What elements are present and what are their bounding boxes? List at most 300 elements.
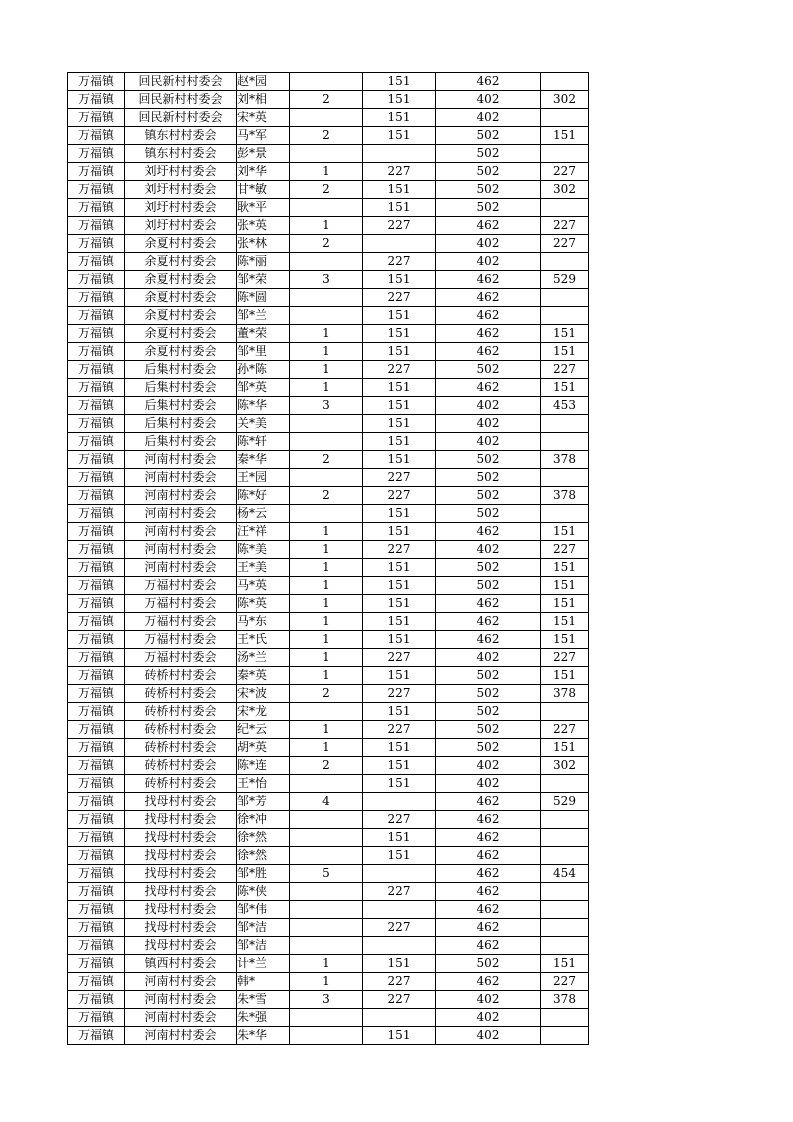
amount-b-cell: 462 [436, 901, 541, 919]
amount-a-cell: 151 [363, 271, 436, 289]
total-cell: 151 [541, 955, 589, 973]
town-cell: 万福镇 [68, 739, 125, 757]
village-cell: 万福村村委会 [125, 631, 237, 649]
table-row [68, 973, 589, 991]
total-cell: 151 [541, 739, 589, 757]
count-cell: 1 [290, 361, 363, 379]
amount-a-cell: 227 [363, 541, 436, 559]
table-row [68, 667, 589, 685]
total-cell [541, 919, 589, 937]
amount-b-cell: 462 [436, 631, 541, 649]
village-cell: 砖桥村村委会 [125, 721, 237, 739]
amount-a-cell: 151 [363, 379, 436, 397]
amount-b-cell: 502 [436, 127, 541, 145]
table-row [68, 415, 589, 433]
name-cell: 纪*云 [237, 721, 290, 739]
amount-a-cell: 227 [363, 883, 436, 901]
table-row [68, 289, 589, 307]
amount-a-cell [363, 145, 436, 163]
total-cell [541, 433, 589, 451]
amount-b-cell: 402 [436, 775, 541, 793]
table-row [68, 721, 589, 739]
village-cell: 余夏村村委会 [125, 235, 237, 253]
count-cell: 2 [290, 235, 363, 253]
table-row [68, 775, 589, 793]
town-cell: 万福镇 [68, 703, 125, 721]
count-cell: 2 [290, 487, 363, 505]
total-cell [541, 1027, 589, 1045]
town-cell: 万福镇 [68, 307, 125, 325]
total-cell: 302 [541, 757, 589, 775]
amount-a-cell: 151 [363, 613, 436, 631]
amount-a-cell: 227 [363, 217, 436, 235]
table-row [68, 595, 589, 613]
village-cell: 刘圩村村委会 [125, 181, 237, 199]
count-cell [290, 847, 363, 865]
total-cell [541, 847, 589, 865]
amount-a-cell: 151 [363, 847, 436, 865]
total-cell [541, 937, 589, 955]
total-cell [541, 199, 589, 217]
table-row [68, 253, 589, 271]
total-cell: 378 [541, 487, 589, 505]
village-cell: 河南村村委会 [125, 469, 237, 487]
amount-a-cell: 151 [363, 343, 436, 361]
name-cell: 马*军 [237, 127, 290, 145]
amount-b-cell: 402 [436, 235, 541, 253]
total-cell [541, 829, 589, 847]
amount-b-cell: 402 [436, 1009, 541, 1027]
amount-b-cell: 402 [436, 109, 541, 127]
town-cell: 万福镇 [68, 595, 125, 613]
village-cell: 余夏村村委会 [125, 325, 237, 343]
table-row [68, 685, 589, 703]
amount-a-cell: 151 [363, 433, 436, 451]
total-cell [541, 469, 589, 487]
name-cell: 徐*冲 [237, 811, 290, 829]
count-cell [290, 829, 363, 847]
town-cell: 万福镇 [68, 235, 125, 253]
village-cell: 后集村村委会 [125, 433, 237, 451]
total-cell: 151 [541, 523, 589, 541]
table-row [68, 469, 589, 487]
amount-b-cell: 402 [436, 397, 541, 415]
amount-b-cell: 462 [436, 613, 541, 631]
name-cell: 刘*相 [237, 91, 290, 109]
table-row [68, 307, 589, 325]
data-table [67, 72, 589, 1045]
village-cell: 砖桥村村委会 [125, 757, 237, 775]
table-row [68, 217, 589, 235]
table-row [68, 505, 589, 523]
village-cell: 镇西村村委会 [125, 955, 237, 973]
count-cell: 1 [290, 523, 363, 541]
table-row [68, 127, 589, 145]
village-cell: 后集村村委会 [125, 397, 237, 415]
total-cell [541, 307, 589, 325]
count-cell: 1 [290, 955, 363, 973]
total-cell: 378 [541, 991, 589, 1009]
town-cell: 万福镇 [68, 127, 125, 145]
table-body [68, 73, 589, 1045]
amount-b-cell: 462 [436, 829, 541, 847]
total-cell [541, 775, 589, 793]
amount-b-cell: 502 [436, 163, 541, 181]
amount-b-cell: 502 [436, 181, 541, 199]
name-cell: 邹*芳 [237, 793, 290, 811]
total-cell: 227 [541, 973, 589, 991]
town-cell: 万福镇 [68, 973, 125, 991]
village-cell: 找母村村委会 [125, 901, 237, 919]
town-cell: 万福镇 [68, 757, 125, 775]
table-row [68, 829, 589, 847]
name-cell: 宋*龙 [237, 703, 290, 721]
count-cell: 1 [290, 325, 363, 343]
town-cell: 万福镇 [68, 415, 125, 433]
amount-b-cell: 462 [436, 379, 541, 397]
amount-b-cell: 502 [436, 469, 541, 487]
amount-b-cell: 462 [436, 865, 541, 883]
count-cell [290, 415, 363, 433]
village-cell: 砖桥村村委会 [125, 739, 237, 757]
total-cell: 378 [541, 685, 589, 703]
town-cell: 万福镇 [68, 559, 125, 577]
name-cell: 邹*英 [237, 379, 290, 397]
amount-b-cell: 502 [436, 685, 541, 703]
count-cell: 5 [290, 865, 363, 883]
table-row [68, 901, 589, 919]
village-cell: 刘圩村村委会 [125, 163, 237, 181]
total-cell: 151 [541, 559, 589, 577]
village-cell: 河南村村委会 [125, 973, 237, 991]
village-cell: 河南村村委会 [125, 541, 237, 559]
amount-b-cell: 502 [436, 559, 541, 577]
table-row [68, 577, 589, 595]
name-cell: 甘*敏 [237, 181, 290, 199]
town-cell: 万福镇 [68, 433, 125, 451]
amount-a-cell: 151 [363, 775, 436, 793]
village-cell: 万福村村委会 [125, 613, 237, 631]
table-row [68, 451, 589, 469]
town-cell: 万福镇 [68, 775, 125, 793]
table-row [68, 991, 589, 1009]
table-row [68, 397, 589, 415]
town-cell: 万福镇 [68, 379, 125, 397]
table-row [68, 649, 589, 667]
total-cell: 151 [541, 325, 589, 343]
amount-b-cell: 462 [436, 217, 541, 235]
name-cell: 彭*景 [237, 145, 290, 163]
table-row [68, 559, 589, 577]
total-cell: 302 [541, 91, 589, 109]
name-cell: 宋*波 [237, 685, 290, 703]
count-cell: 2 [290, 91, 363, 109]
village-cell: 找母村村委会 [125, 793, 237, 811]
amount-b-cell: 462 [436, 793, 541, 811]
name-cell: 朱*强 [237, 1009, 290, 1027]
town-cell: 万福镇 [68, 91, 125, 109]
town-cell: 万福镇 [68, 883, 125, 901]
name-cell: 朱*华 [237, 1027, 290, 1045]
name-cell: 关*美 [237, 415, 290, 433]
total-cell [541, 73, 589, 91]
village-cell: 砖桥村村委会 [125, 775, 237, 793]
name-cell: 计*兰 [237, 955, 290, 973]
total-cell: 302 [541, 181, 589, 199]
total-cell: 227 [541, 361, 589, 379]
village-cell: 刘圩村村委会 [125, 217, 237, 235]
count-cell: 1 [290, 721, 363, 739]
amount-a-cell: 151 [363, 505, 436, 523]
village-cell: 找母村村委会 [125, 847, 237, 865]
town-cell: 万福镇 [68, 343, 125, 361]
amount-b-cell: 462 [436, 307, 541, 325]
name-cell: 耿*平 [237, 199, 290, 217]
count-cell [290, 811, 363, 829]
total-cell: 529 [541, 271, 589, 289]
count-cell [290, 253, 363, 271]
amount-a-cell: 151 [363, 955, 436, 973]
name-cell: 杨*云 [237, 505, 290, 523]
total-cell [541, 505, 589, 523]
village-cell: 砖桥村村委会 [125, 667, 237, 685]
total-cell [541, 1009, 589, 1027]
amount-b-cell: 402 [436, 253, 541, 271]
table-row [68, 631, 589, 649]
village-cell: 砖桥村村委会 [125, 703, 237, 721]
name-cell: 陈*丽 [237, 253, 290, 271]
town-cell: 万福镇 [68, 631, 125, 649]
count-cell: 1 [290, 631, 363, 649]
table-row [68, 1009, 589, 1027]
table-row [68, 793, 589, 811]
amount-a-cell: 227 [363, 361, 436, 379]
amount-a-cell [363, 901, 436, 919]
town-cell: 万福镇 [68, 577, 125, 595]
amount-b-cell: 502 [436, 721, 541, 739]
name-cell: 陈*圆 [237, 289, 290, 307]
table-row [68, 181, 589, 199]
total-cell: 227 [541, 721, 589, 739]
name-cell: 王*美 [237, 559, 290, 577]
table-row [68, 955, 589, 973]
total-cell [541, 811, 589, 829]
town-cell: 万福镇 [68, 919, 125, 937]
total-cell: 227 [541, 541, 589, 559]
amount-a-cell [363, 235, 436, 253]
town-cell: 万福镇 [68, 1009, 125, 1027]
total-cell [541, 253, 589, 271]
amount-b-cell: 462 [436, 289, 541, 307]
total-cell [541, 145, 589, 163]
village-cell: 余夏村村委会 [125, 307, 237, 325]
village-cell: 万福村村委会 [125, 595, 237, 613]
name-cell: 陈*美 [237, 541, 290, 559]
count-cell: 4 [290, 793, 363, 811]
name-cell: 赵*园 [237, 73, 290, 91]
total-cell [541, 109, 589, 127]
count-cell: 1 [290, 973, 363, 991]
name-cell: 张*英 [237, 217, 290, 235]
town-cell: 万福镇 [68, 145, 125, 163]
village-cell: 回民新村村委会 [125, 73, 237, 91]
amount-a-cell: 227 [363, 991, 436, 1009]
amount-a-cell: 151 [363, 523, 436, 541]
total-cell: 151 [541, 379, 589, 397]
town-cell: 万福镇 [68, 613, 125, 631]
table-row [68, 811, 589, 829]
total-cell [541, 883, 589, 901]
amount-a-cell [363, 793, 436, 811]
count-cell: 1 [290, 613, 363, 631]
name-cell: 张*林 [237, 235, 290, 253]
table-row [68, 487, 589, 505]
table-row [68, 235, 589, 253]
village-cell: 余夏村村委会 [125, 253, 237, 271]
name-cell: 朱*雪 [237, 991, 290, 1009]
amount-b-cell: 402 [436, 757, 541, 775]
name-cell: 汪*祥 [237, 523, 290, 541]
count-cell: 3 [290, 991, 363, 1009]
town-cell: 万福镇 [68, 397, 125, 415]
table-row [68, 523, 589, 541]
amount-b-cell: 402 [436, 1027, 541, 1045]
count-cell [290, 109, 363, 127]
count-cell [290, 775, 363, 793]
table-row [68, 739, 589, 757]
town-cell: 万福镇 [68, 271, 125, 289]
count-cell: 1 [290, 667, 363, 685]
town-cell: 万福镇 [68, 667, 125, 685]
town-cell: 万福镇 [68, 793, 125, 811]
count-cell: 3 [290, 271, 363, 289]
village-cell: 余夏村村委会 [125, 343, 237, 361]
village-cell: 后集村村委会 [125, 415, 237, 433]
table-row [68, 883, 589, 901]
amount-a-cell: 151 [363, 451, 436, 469]
total-cell: 151 [541, 343, 589, 361]
name-cell: 孙*陈 [237, 361, 290, 379]
amount-a-cell: 151 [363, 307, 436, 325]
table-row [68, 271, 589, 289]
town-cell: 万福镇 [68, 523, 125, 541]
amount-a-cell: 151 [363, 667, 436, 685]
total-cell: 529 [541, 793, 589, 811]
count-cell: 2 [290, 685, 363, 703]
count-cell [290, 469, 363, 487]
town-cell: 万福镇 [68, 685, 125, 703]
village-cell: 回民新村村委会 [125, 91, 237, 109]
table-row [68, 199, 589, 217]
town-cell: 万福镇 [68, 199, 125, 217]
total-cell: 453 [541, 397, 589, 415]
table-row [68, 1027, 589, 1045]
name-cell: 邹*伟 [237, 901, 290, 919]
count-cell [290, 289, 363, 307]
amount-b-cell: 462 [436, 595, 541, 613]
amount-b-cell: 402 [436, 991, 541, 1009]
count-cell [290, 73, 363, 91]
amount-a-cell: 151 [363, 181, 436, 199]
total-cell: 151 [541, 613, 589, 631]
total-cell: 151 [541, 577, 589, 595]
table-row [68, 847, 589, 865]
total-cell: 227 [541, 217, 589, 235]
amount-a-cell: 151 [363, 739, 436, 757]
amount-b-cell: 502 [436, 361, 541, 379]
count-cell [290, 937, 363, 955]
count-cell: 2 [290, 451, 363, 469]
name-cell: 邹*洁 [237, 937, 290, 955]
village-cell: 余夏村村委会 [125, 271, 237, 289]
name-cell: 陈*华 [237, 397, 290, 415]
amount-a-cell: 227 [363, 469, 436, 487]
total-cell: 151 [541, 667, 589, 685]
amount-a-cell: 151 [363, 415, 436, 433]
village-cell: 镇东村村委会 [125, 145, 237, 163]
count-cell [290, 199, 363, 217]
amount-b-cell: 462 [436, 847, 541, 865]
village-cell: 找母村村委会 [125, 919, 237, 937]
amount-b-cell: 402 [436, 649, 541, 667]
town-cell: 万福镇 [68, 829, 125, 847]
town-cell: 万福镇 [68, 487, 125, 505]
amount-a-cell: 227 [363, 685, 436, 703]
table-row [68, 703, 589, 721]
table-row [68, 343, 589, 361]
count-cell: 2 [290, 127, 363, 145]
village-cell: 河南村村委会 [125, 991, 237, 1009]
village-cell: 河南村村委会 [125, 505, 237, 523]
table-row [68, 613, 589, 631]
count-cell [290, 145, 363, 163]
amount-a-cell: 227 [363, 811, 436, 829]
total-cell: 454 [541, 865, 589, 883]
amount-a-cell: 151 [363, 577, 436, 595]
count-cell [290, 919, 363, 937]
amount-b-cell: 462 [436, 325, 541, 343]
town-cell: 万福镇 [68, 811, 125, 829]
table-row [68, 541, 589, 559]
village-cell: 后集村村委会 [125, 379, 237, 397]
amount-a-cell: 227 [363, 289, 436, 307]
village-cell: 河南村村委会 [125, 1009, 237, 1027]
town-cell: 万福镇 [68, 325, 125, 343]
amount-b-cell: 502 [436, 955, 541, 973]
amount-a-cell: 151 [363, 703, 436, 721]
table-row [68, 163, 589, 181]
town-cell: 万福镇 [68, 541, 125, 559]
name-cell: 陈*连 [237, 757, 290, 775]
village-cell: 找母村村委会 [125, 937, 237, 955]
name-cell: 董*荣 [237, 325, 290, 343]
village-cell: 河南村村委会 [125, 559, 237, 577]
amount-b-cell: 502 [436, 577, 541, 595]
town-cell: 万福镇 [68, 289, 125, 307]
table-row [68, 325, 589, 343]
village-cell: 河南村村委会 [125, 487, 237, 505]
count-cell: 1 [290, 343, 363, 361]
amount-b-cell: 462 [436, 523, 541, 541]
village-cell: 砖桥村村委会 [125, 685, 237, 703]
name-cell: 陈*轩 [237, 433, 290, 451]
name-cell: 王*园 [237, 469, 290, 487]
table-row [68, 379, 589, 397]
name-cell: 邹*洁 [237, 919, 290, 937]
amount-a-cell: 151 [363, 109, 436, 127]
amount-a-cell: 227 [363, 973, 436, 991]
amount-a-cell: 151 [363, 325, 436, 343]
